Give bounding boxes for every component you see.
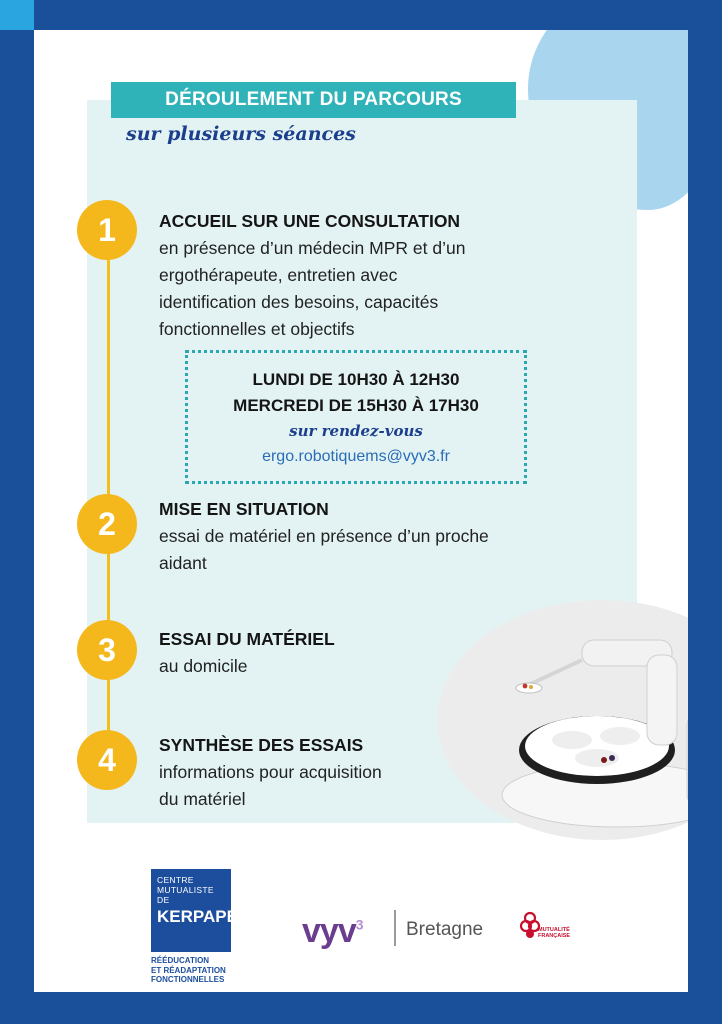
feeding-robot-image [432, 600, 688, 840]
vyv-suffix: 3 [355, 916, 363, 933]
step-1 [159, 208, 569, 343]
page-subtitle: sur plusieurs séances [126, 123, 356, 145]
kerpape-tagline-2: ET RÉADAPTATION [151, 965, 226, 975]
page-title: DÉROULEMENT DU PARCOURS [111, 82, 516, 118]
schedule-wednesday: MERCREDI DE 15H30 À 17H30 [233, 396, 479, 415]
step-title: MISE EN SITUATION [159, 499, 329, 519]
schedule-monday: LUNDI DE 10H30 À 12H30 [252, 370, 460, 389]
flyer-page [34, 30, 688, 992]
kerpape-logo [151, 869, 238, 985]
mutualite-logo-icon [516, 906, 566, 946]
contact-email[interactable]: ergo.robotiquems@vyv3.fr [262, 448, 450, 465]
step-number-2: 2 [77, 494, 137, 554]
kerpape-line-2: MUTUALISTE [157, 885, 214, 895]
mutualite-line-1: MUTUALITÉ [538, 927, 570, 933]
mutualite-label [538, 927, 570, 939]
step-number-1: 1 [77, 200, 137, 260]
step-body: essai de matériel en présence d’un proche aidant [159, 526, 489, 573]
vyv-logo [302, 912, 363, 951]
step-body: en présence d’un médecin MPR et d’un ergothérapeute, entretien avec identification des besoins, capacités fonctionnelles et objectifs [159, 238, 466, 339]
kerpape-tagline-3: FONCTIONNELLES [151, 975, 225, 984]
step-title: ACCUEIL SUR UNE CONSULTATION [159, 211, 461, 231]
step-body: informations pour acquisition du matériel [159, 762, 382, 809]
mutualite-line-2: FRANÇAISE [538, 933, 571, 939]
schedule-box [185, 350, 527, 484]
kerpape-tagline-1: RÉÉDUCATION [151, 956, 210, 965]
kerpape-line-1: CENTRE [157, 875, 194, 885]
step-title: SYNTHÈSE DES ESSAIS [159, 735, 364, 755]
kerpape-tagline [151, 956, 231, 985]
frame-accent [0, 0, 34, 30]
kerpape-line-3: DE [157, 895, 170, 905]
step-title: ESSAI DU MATÉRIEL [159, 629, 335, 649]
kerpape-logo-box [151, 869, 238, 952]
step-number-3: 3 [77, 620, 137, 680]
step-body: au domicile [159, 656, 248, 676]
appointment-note: sur rendez-vous [289, 422, 423, 440]
step-number-4: 4 [77, 730, 137, 790]
logo-divider [394, 910, 396, 946]
step-2 [159, 496, 569, 577]
vyv-wordmark: vyv [302, 912, 356, 950]
bretagne-label: Bretagne [406, 919, 484, 940]
kerpape-name: KERPAPE [157, 907, 238, 926]
